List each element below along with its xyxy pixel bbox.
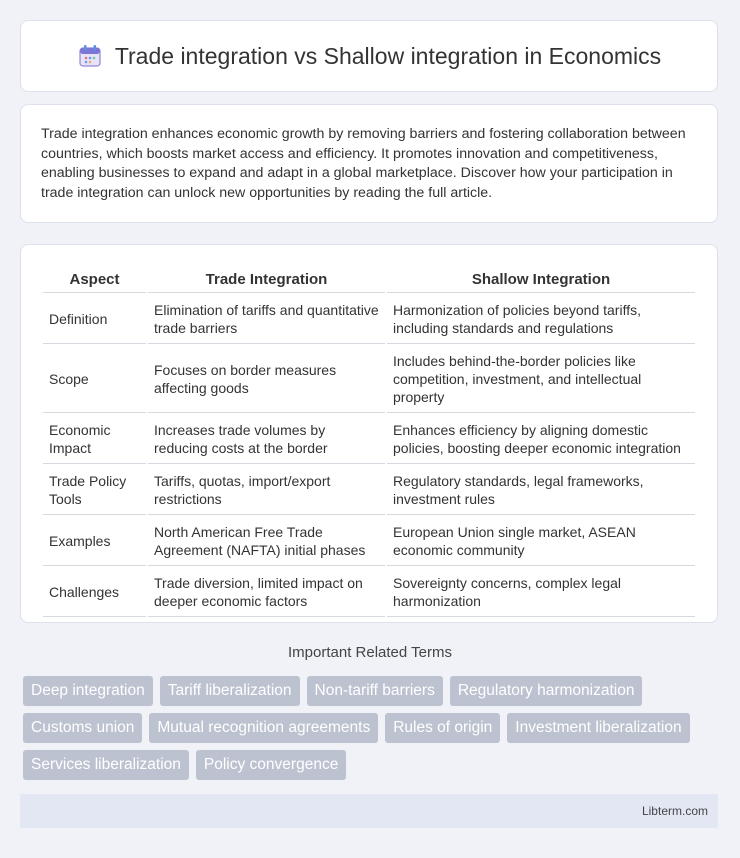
- cell-trade: Elimination of tariffs and quantitative trade barriers: [148, 295, 385, 344]
- tag-deep-integration[interactable]: Deep integration: [23, 676, 153, 706]
- tag-services-liberalization[interactable]: Services liberalization: [23, 750, 189, 780]
- intro-text: Trade integration enhances economic growth by removing barriers and fostering collaboration between countries, which boosts market access and efficiency. It promotes innovation and competitiveness, enabling businesses to expand and adapt in a global marketplace. Discover how your participation in trade integration can unlock new opportunities by reading the full article.: [41, 126, 686, 201]
- tag-regulatory-harmonization[interactable]: Regulatory harmonization: [450, 676, 643, 706]
- cell-shallow: Enhances efficiency by aligning domestic policies, boosting deeper economic integration: [387, 415, 695, 464]
- cell-aspect: Examples: [43, 517, 146, 566]
- table-row: [43, 346, 695, 413]
- cell-shallow: Includes behind-the-border policies like competition, investment, and intellectual property: [387, 346, 695, 413]
- table-row: [43, 295, 695, 344]
- tag-policy-convergence[interactable]: Policy convergence: [196, 750, 346, 780]
- table-row: [43, 415, 695, 464]
- cell-shallow: Sovereignty concerns, complex legal harmonization: [387, 568, 695, 617]
- header-aspect: Aspect: [43, 267, 146, 293]
- tag-customs-union[interactable]: Customs union: [23, 713, 142, 743]
- table-header-row: [43, 267, 695, 293]
- tag-investment-liberalization[interactable]: Investment liberalization: [507, 713, 689, 743]
- intro-card: [20, 104, 718, 223]
- calendar-icon: [77, 43, 103, 69]
- footer-site[interactable]: Libterm.com: [641, 804, 708, 818]
- cell-trade: Trade diversion, limited impact on deeper economic factors: [148, 568, 385, 617]
- tag-non-tariff-barriers[interactable]: Non-tariff barriers: [307, 676, 443, 706]
- related-tags: [23, 676, 723, 780]
- table-row: [43, 517, 695, 566]
- related-terms-heading: Important Related Terms: [288, 644, 452, 661]
- page-header: [20, 20, 718, 92]
- tag-tariff-liberalization[interactable]: Tariff liberalization: [160, 676, 300, 706]
- tag-rules-of-origin[interactable]: Rules of origin: [385, 713, 500, 743]
- cell-shallow: Regulatory standards, legal frameworks, investment rules: [387, 466, 695, 515]
- cell-shallow: European Union single market, ASEAN economic community: [387, 517, 695, 566]
- header-trade-integration: Trade Integration: [148, 267, 385, 293]
- cell-trade: Increases trade volumes by reducing costs at the border: [148, 415, 385, 464]
- comparison-card: [20, 244, 718, 623]
- cell-aspect: Economic Impact: [43, 415, 146, 464]
- related-terms-section: [0, 644, 740, 675]
- tag-mutual-recognition-agreements[interactable]: Mutual recognition agreements: [149, 713, 378, 743]
- cell-trade: Focuses on border measures affecting goods: [148, 346, 385, 413]
- cell-trade: North American Free Trade Agreement (NAFTA) initial phases: [148, 517, 385, 566]
- cell-aspect: Trade Policy Tools: [43, 466, 146, 515]
- footer: [20, 794, 718, 828]
- table-row: [43, 466, 695, 515]
- cell-aspect: Challenges: [43, 568, 146, 617]
- cell-aspect: Definition: [43, 295, 146, 344]
- page-title: Trade integration vs Shallow integration in Economics: [114, 42, 662, 69]
- cell-trade: Tariffs, quotas, import/export restrictions: [148, 466, 385, 515]
- cell-shallow: Harmonization of policies beyond tariffs, including standards and regulations: [387, 295, 695, 344]
- cell-aspect: Scope: [43, 346, 146, 413]
- table-row: [43, 568, 695, 617]
- comparison-table: [41, 265, 697, 619]
- header-shallow-integration: Shallow Integration: [387, 267, 695, 293]
